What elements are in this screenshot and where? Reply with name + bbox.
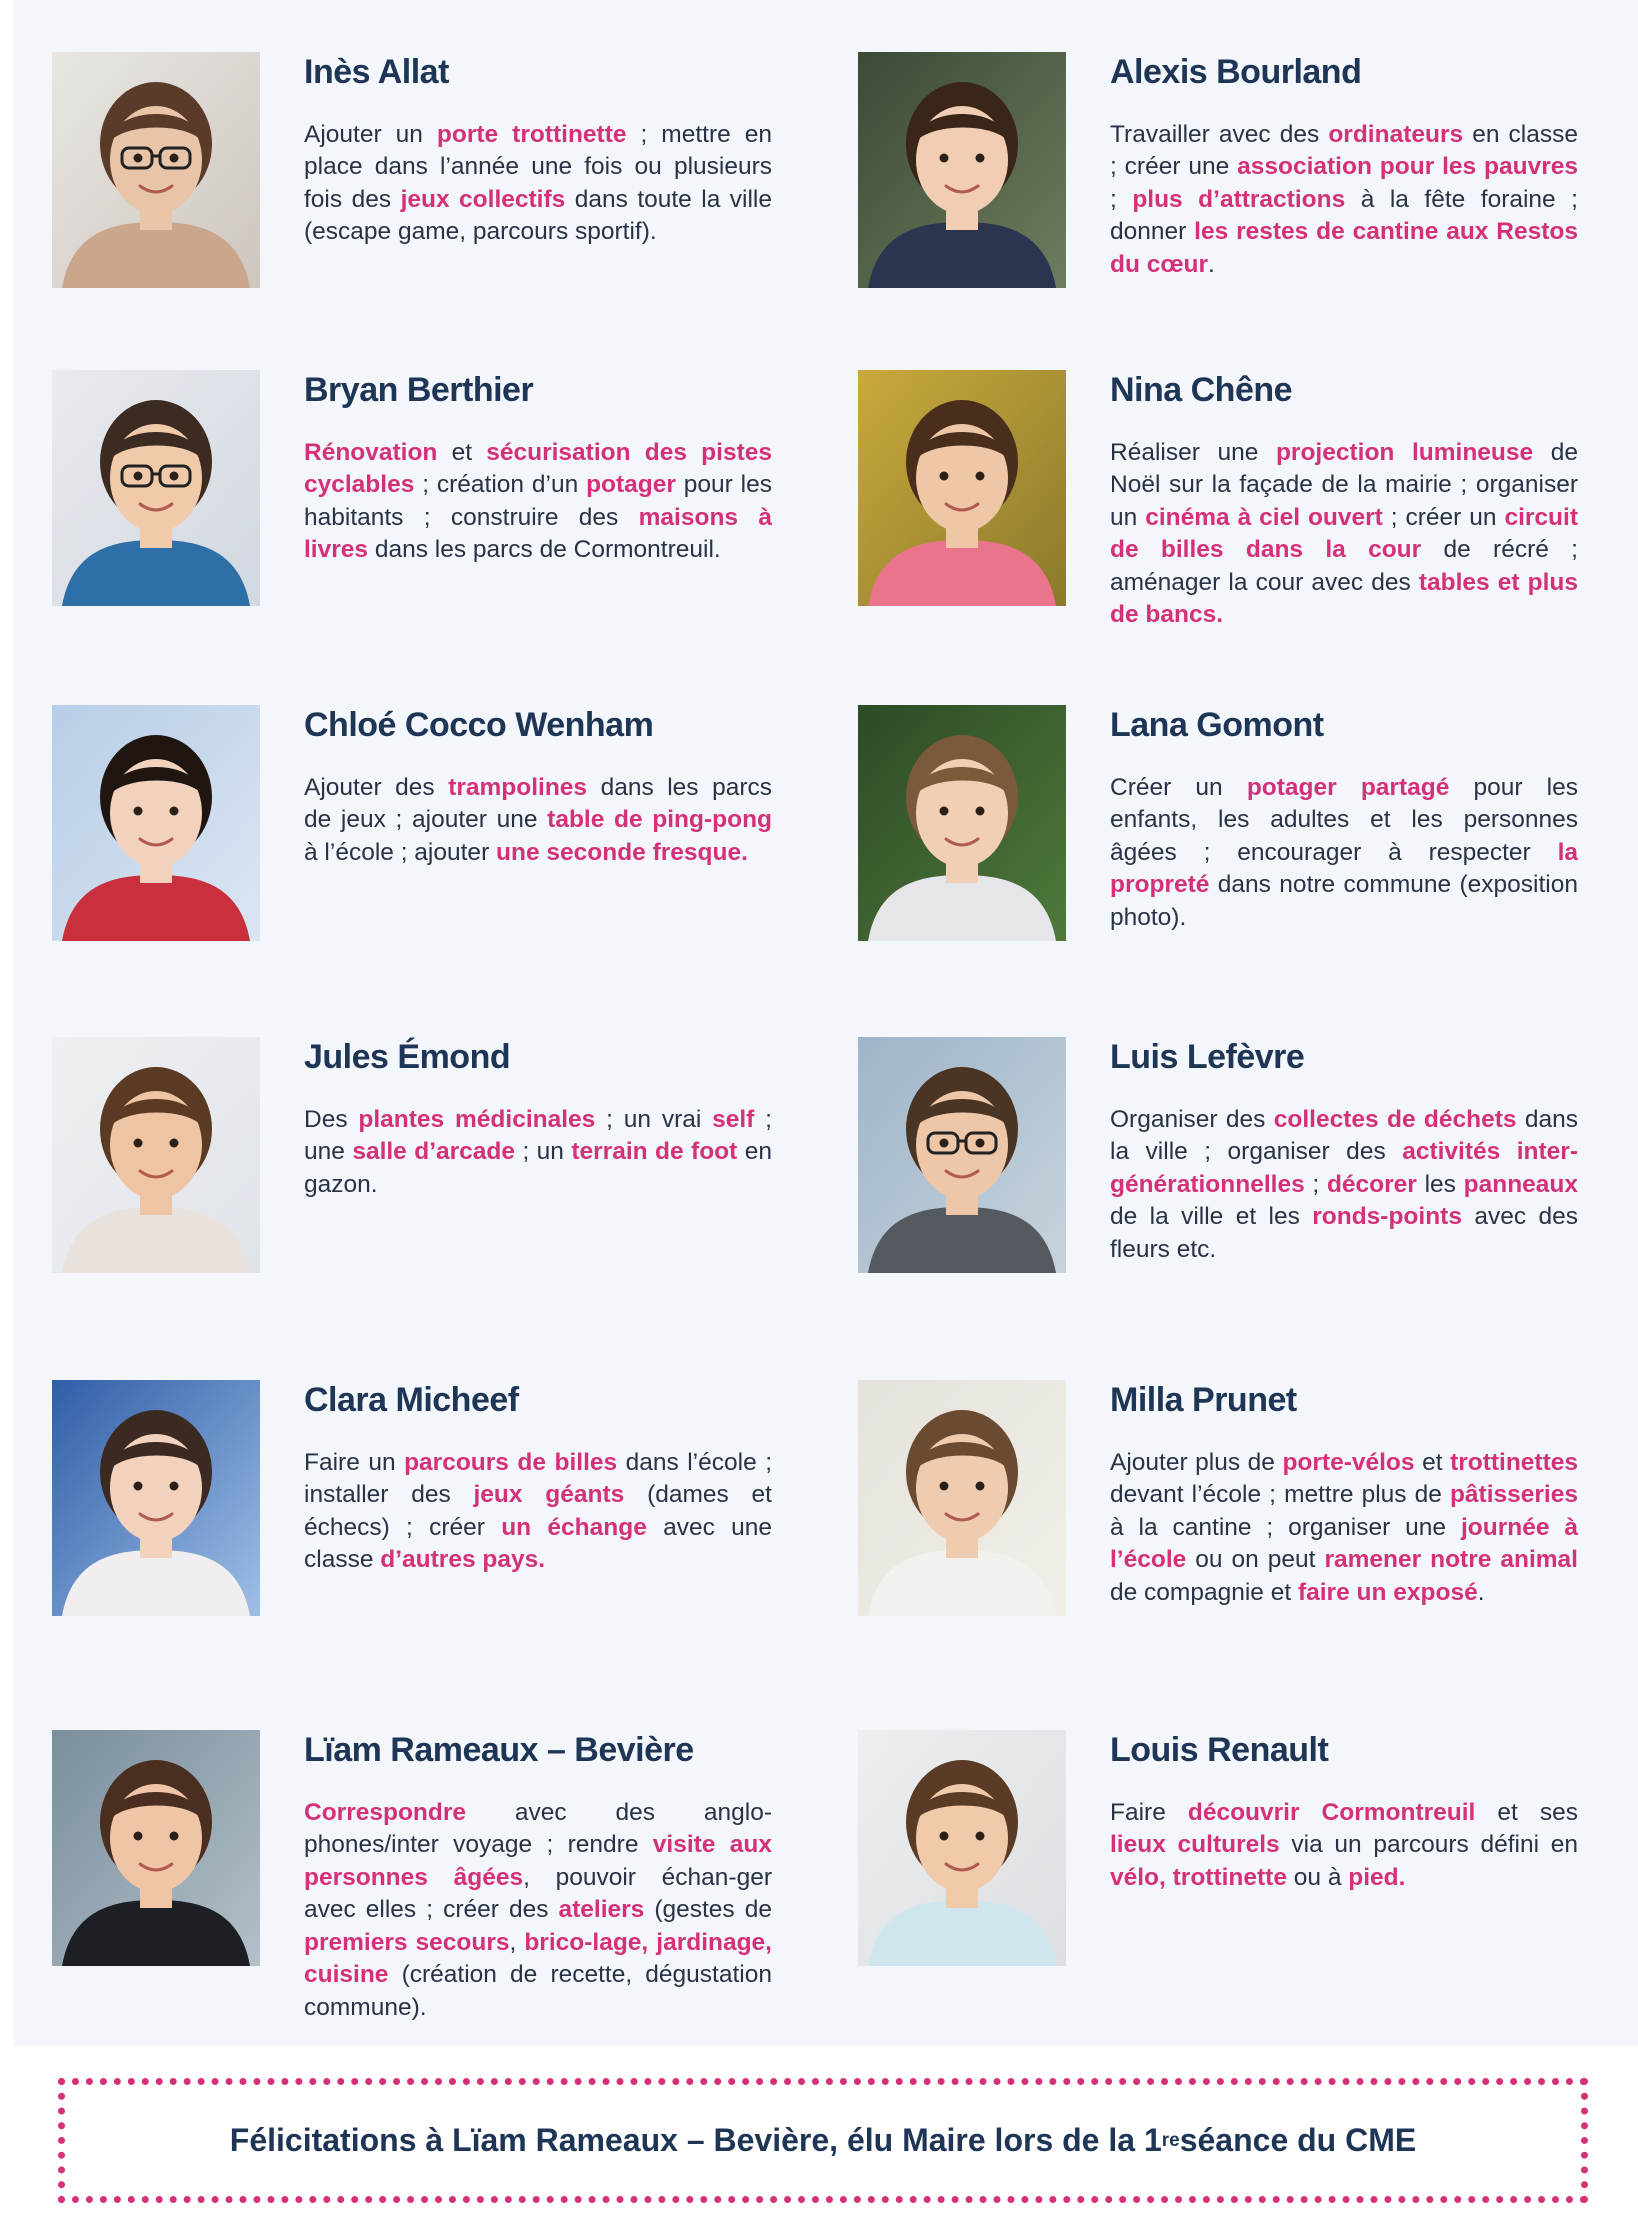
highlighted-proposal: la propreté	[1110, 838, 1578, 899]
proposal-text: .	[1477, 1578, 1485, 1606]
proposal-text: , pouvoir échan-ger avec elles ; créer des	[304, 1863, 772, 1924]
member-name: Louis Renault	[1110, 1731, 1329, 1769]
proposal-text: ; créer un	[1382, 503, 1505, 531]
proposal-text: pour les enfants, les adultes et les personnes âgées ; encourager à respecter	[1110, 773, 1578, 866]
highlighted-proposal: salle d’arcade	[352, 1138, 516, 1166]
proposal-text: Créer un	[1110, 773, 1247, 801]
proposal-text: ,	[509, 1928, 525, 1956]
proposal-text: Ajouter des	[304, 773, 449, 801]
proposal-text: à la cantine ; organiser une	[1110, 1513, 1461, 1541]
member-info	[304, 1730, 772, 2024]
highlighted-proposal: sécurisation des pistes cyclables	[304, 438, 772, 499]
proposal-text: (création de recette, dégustation commune).	[304, 1961, 772, 2021]
highlighted-proposal: plantes médicinales	[358, 1105, 596, 1133]
highlighted-proposal: parcours de billes	[404, 1448, 618, 1476]
member-photo	[858, 52, 1066, 288]
member-info	[304, 370, 772, 567]
member-info	[304, 1380, 772, 1577]
member-photo	[858, 1730, 1066, 1966]
highlighted-proposal: découvrir Cormontreuil	[1187, 1798, 1476, 1826]
member-proposals	[1110, 772, 1578, 935]
proposal-text: Ajouter un	[304, 120, 437, 148]
highlighted-proposal: maisons à livres	[304, 503, 772, 564]
proposal-text: dans les parcs de jeux ; ajouter une	[304, 773, 772, 834]
member-photo	[52, 1037, 260, 1273]
proposal-text: Organiser des	[1110, 1105, 1274, 1133]
highlighted-proposal: projection lumineuse	[1275, 438, 1534, 466]
proposal-text: ; mettre en place dans l’année une fois ou plusieurs fois des	[304, 120, 772, 213]
proposal-text: dans la ville ; organiser des	[1110, 1105, 1579, 1166]
banner-superscript: re	[1161, 2129, 1180, 2151]
proposal-text: Travailler avec des	[1110, 120, 1329, 148]
member-proposals	[304, 437, 772, 567]
proposal-text: avec une classe	[304, 1513, 772, 1574]
highlighted-proposal: premiers secours	[304, 1928, 510, 1956]
member-name: Lana Gomont	[1110, 706, 1324, 744]
proposal-text: dans toute la ville (escape game, parcours sportif).	[304, 185, 773, 246]
proposal-text: ; une	[304, 1105, 772, 1166]
highlighted-proposal: porte trottinette	[436, 120, 627, 148]
banner-text-before: Félicitations à Lïam Rameaux – Bevière, élu Maire lors de la 1	[229, 2122, 1162, 2158]
proposal-text: dans les parcs de Cormontreuil.	[368, 536, 721, 564]
proposal-text: et	[437, 438, 487, 466]
highlighted-proposal: brico-lage, jardinage, cuisine	[304, 1928, 772, 1989]
member-photo	[52, 370, 260, 606]
highlighted-proposal: association pour les pauvres	[1237, 153, 1578, 181]
proposal-text: à la fête foraine ; donner	[1110, 185, 1578, 246]
proposal-text: avec des fleurs etc.	[1110, 1203, 1579, 1263]
proposal-text: et ses	[1475, 1798, 1578, 1826]
highlighted-proposal: terrain de foot	[571, 1138, 738, 1166]
member-info	[1110, 1380, 1578, 1609]
proposal-text: Ajouter plus de	[1110, 1448, 1283, 1476]
highlighted-proposal: trottinettes	[1450, 1448, 1579, 1476]
highlighted-proposal: lieux culturels	[1110, 1831, 1280, 1859]
proposal-text: de la ville et les	[1110, 1203, 1313, 1231]
highlighted-proposal: panneaux	[1463, 1170, 1579, 1198]
highlighted-proposal: Correspondre	[304, 1798, 467, 1826]
member-photo	[52, 705, 260, 941]
member-name: Chloé Cocco Wenham	[304, 706, 654, 744]
highlighted-proposal: potager partagé	[1246, 773, 1450, 801]
member-name: Clara Micheef	[304, 1381, 519, 1419]
highlighted-proposal: jeux collectifs	[400, 185, 566, 213]
member-photo	[858, 1037, 1066, 1273]
proposal-text: dans notre commune (exposition photo).	[1110, 871, 1578, 931]
proposal-text: de compagnie et	[1110, 1578, 1298, 1606]
highlighted-proposal: faire un exposé	[1297, 1578, 1478, 1606]
member-info	[1110, 1037, 1578, 1266]
highlighted-proposal: circuit de billes dans la cour	[1110, 503, 1578, 564]
proposal-text: Faire	[1110, 1798, 1188, 1826]
highlighted-proposal: jeux géants	[473, 1481, 625, 1509]
banner-text-after: séance du CME	[1179, 2122, 1417, 2158]
member-info	[1110, 1730, 1578, 1894]
member-name: Alexis Bourland	[1110, 53, 1362, 91]
proposal-text: pour les habitants ; construire des	[304, 471, 772, 531]
member-photo	[858, 705, 1066, 941]
member-proposals	[1110, 1797, 1578, 1895]
member-info	[1110, 370, 1578, 632]
proposal-text: ; création d’un	[414, 471, 587, 499]
member-proposals	[304, 1797, 772, 2025]
proposal-text: (gestes de	[644, 1896, 772, 1924]
highlighted-proposal: collectes de déchets	[1273, 1105, 1517, 1133]
proposal-text: Des	[304, 1105, 359, 1133]
highlighted-proposal: ordinateurs	[1328, 120, 1464, 148]
highlighted-proposal: porte-vélos	[1282, 1448, 1415, 1476]
highlighted-proposal: plus d’attractions	[1132, 185, 1346, 213]
member-info	[304, 52, 772, 249]
highlighted-proposal: les restes de cantine aux Restos du cœur	[1110, 218, 1578, 278]
proposal-text: .	[1208, 250, 1215, 278]
highlighted-proposal: self	[712, 1105, 755, 1133]
highlighted-proposal: visite aux personnes âgées	[304, 1831, 772, 1891]
member-photo	[52, 1730, 260, 1966]
member-info	[304, 1037, 772, 1201]
proposal-text: ;	[1304, 1170, 1327, 1198]
member-name: Jules Émond	[304, 1038, 511, 1076]
highlighted-proposal: activités inter-générationnelles	[1110, 1138, 1578, 1198]
highlighted-proposal: table de ping-pong	[547, 806, 772, 834]
proposal-text: ; un	[515, 1138, 572, 1166]
member-proposals	[1110, 437, 1578, 632]
member-info	[1110, 705, 1578, 934]
proposal-text: en classe ; créer une	[1110, 120, 1578, 181]
highlighted-proposal: ramener notre animal	[1324, 1546, 1578, 1574]
proposal-text: via un parcours défini en	[1279, 1831, 1578, 1859]
congratulations-banner	[58, 2078, 1588, 2203]
highlighted-proposal: d’autres pays.	[380, 1546, 546, 1574]
highlighted-proposal: ronds-points	[1312, 1203, 1462, 1231]
proposal-text: de récré ; aménager la cour avec des	[1110, 536, 1578, 596]
member-proposals	[304, 119, 772, 249]
proposal-text: (dames et échecs) ; créer	[304, 1481, 772, 1541]
proposal-text: avec des anglo-phones/inter voyage ; rendre	[304, 1798, 772, 1859]
member-name: Lïam Rameaux – Bevière	[304, 1731, 694, 1769]
highlighted-proposal: un échange	[501, 1513, 647, 1541]
member-name: Inès Allat	[304, 53, 449, 91]
proposal-text: les	[1416, 1170, 1464, 1198]
proposal-text: ; un vrai	[595, 1105, 713, 1133]
highlighted-proposal: vélo, trottinette	[1110, 1863, 1287, 1891]
member-info	[1110, 52, 1578, 281]
highlighted-proposal: pâtisseries	[1449, 1481, 1578, 1509]
member-name: Luis Lefèvre	[1110, 1038, 1305, 1076]
proposal-text: ou on peut	[1186, 1546, 1325, 1574]
member-proposals	[1110, 1447, 1578, 1610]
proposal-text: à l’école ; ajouter	[304, 838, 497, 866]
member-name: Nina Chêne	[1110, 371, 1293, 409]
member-name: Bryan Berthier	[304, 371, 534, 409]
highlighted-proposal: cinéma à ciel ouvert	[1145, 503, 1383, 531]
member-photo	[52, 1380, 260, 1616]
proposal-text: Faire un	[304, 1448, 405, 1476]
highlighted-proposal: journée à l’école	[1110, 1513, 1578, 1574]
proposal-text: Réaliser une	[1110, 438, 1276, 466]
member-name: Milla Prunet	[1110, 1381, 1297, 1419]
proposal-text: dans l’école ; installer des	[304, 1448, 772, 1509]
proposal-text: et	[1414, 1448, 1451, 1476]
highlighted-proposal: une seconde fresque.	[496, 838, 748, 866]
member-proposals	[304, 1104, 772, 1202]
member-info	[304, 705, 772, 869]
proposal-text: devant l’école ; mettre plus de	[1110, 1481, 1450, 1509]
member-proposals	[1110, 1104, 1578, 1267]
member-photo	[858, 370, 1066, 606]
highlighted-proposal: tables et plus de bancs.	[1110, 568, 1578, 629]
proposal-text: de Noël sur la façade de la mairie ; organiser un	[1110, 438, 1579, 531]
proposal-text: ou à	[1286, 1863, 1349, 1891]
proposal-text: ;	[1110, 185, 1133, 213]
highlighted-proposal: trampolines	[448, 773, 588, 801]
proposal-text: en gazon.	[304, 1138, 772, 1198]
highlighted-proposal: décorer	[1326, 1170, 1417, 1198]
member-photo	[858, 1380, 1066, 1616]
highlighted-proposal: potager	[586, 471, 676, 499]
highlighted-proposal: ateliers	[558, 1896, 645, 1924]
member-proposals	[304, 1447, 772, 1577]
highlighted-proposal: Rénovation	[304, 438, 438, 466]
member-photo	[52, 52, 260, 288]
member-proposals	[1110, 119, 1578, 282]
member-proposals	[304, 772, 772, 870]
highlighted-proposal: pied.	[1348, 1863, 1406, 1891]
